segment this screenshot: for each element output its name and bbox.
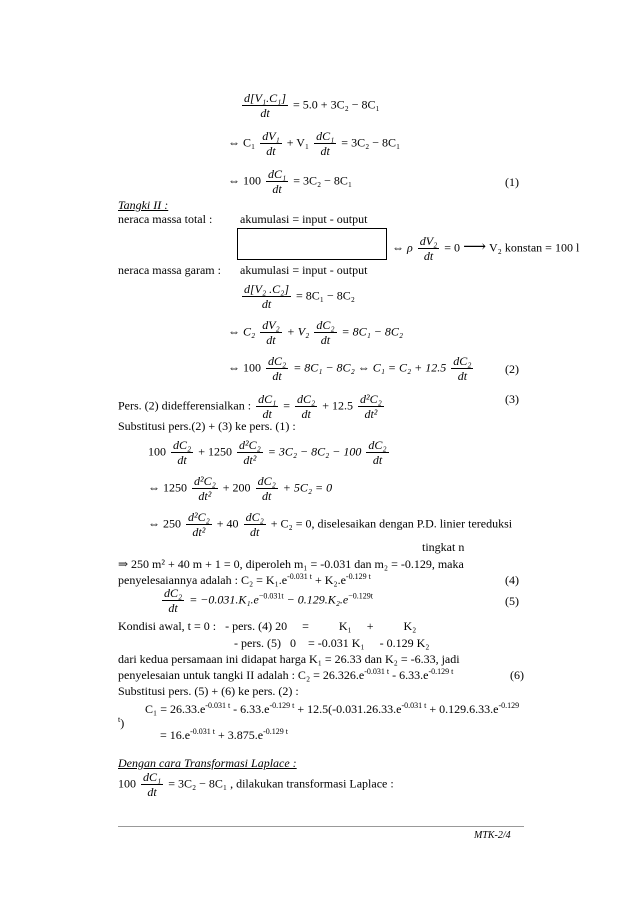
subst-a-num3: dC₂ bbox=[368, 438, 387, 452]
subst-a-den1: dt bbox=[177, 453, 187, 467]
subst-c-prefix: ⇔ 250 bbox=[148, 516, 181, 531]
k6-b: - 6.33.e bbox=[230, 702, 270, 716]
mass-total-label: neraca massa total : bbox=[118, 212, 213, 226]
eq-salt-line3-den2: dt bbox=[457, 369, 468, 383]
subst-c-num1: d²C₂ bbox=[188, 510, 210, 524]
mass-salt-text: akumulasi = input - output bbox=[240, 263, 368, 277]
eq-salt-line3-mid: = 8C₁ − 8C₂ ⇔ C₁ = C₂ + 12.5 bbox=[293, 360, 447, 375]
mass-total-text: akumulasi = input - output bbox=[240, 212, 368, 226]
eq-salt-line3-num: dC₂ bbox=[268, 354, 287, 368]
eq3-num2: dC₂ bbox=[297, 392, 316, 406]
solution-l2-exp2: -0.129 t bbox=[345, 572, 371, 581]
subst-a-num2: d²C₂ bbox=[238, 438, 261, 452]
mass-eq-rhs: = 0 bbox=[444, 240, 461, 255]
arrow-icon: ⟶ bbox=[463, 238, 486, 256]
laplace-num: dC₁ bbox=[143, 770, 162, 784]
subst-a-mid: = 3C₂ − 8C₂ − 100 bbox=[267, 444, 362, 459]
eq-salt-line1 bbox=[240, 282, 355, 311]
eq1-line3-num: dC₁ bbox=[268, 167, 287, 181]
eq-salt-line2-num1: dV₂ bbox=[262, 318, 280, 332]
eq1-line1-denominator: dt bbox=[260, 106, 270, 120]
k6-a: C₁ = 26.33.e bbox=[145, 702, 206, 716]
eq1-line3-prefix: ⇔ 100 bbox=[228, 173, 261, 188]
mass-total-equation bbox=[392, 234, 579, 263]
section-heading-tangki: Tangki II : bbox=[118, 198, 169, 212]
footer-rule bbox=[118, 826, 524, 827]
page-number: MTK-2/4 bbox=[474, 830, 511, 841]
eq-salt-line3-den: dt bbox=[272, 369, 282, 383]
solution-line1: ⇒ 250 m² + 40 m + 1 = 0, diperoleh m₁ = -0.031 dan m₂ = -0.129, maka bbox=[118, 557, 464, 571]
mass-eq-den: dt bbox=[423, 249, 434, 263]
k4-a: penyelesaian untuk tangki II adalah : C₂ = 26.326.e bbox=[118, 668, 365, 682]
eq3-num3: d²C₂ bbox=[360, 392, 382, 406]
subst-b-den2: dt bbox=[261, 489, 272, 503]
eq-number-2: (2) bbox=[505, 362, 519, 376]
eq-number-3: (3) bbox=[505, 392, 519, 406]
eq-salt-line2-den2: dt bbox=[320, 333, 331, 347]
eq1-line1-rhs: = 5.0 + 3C₂ − 8C₁ bbox=[293, 97, 380, 112]
eq3-den2: dt bbox=[301, 407, 311, 421]
eq1-line2-num2: dC₁ bbox=[316, 129, 335, 143]
eq-salt-line1-rhs: = 8C₁ − 8C₂ bbox=[296, 288, 355, 303]
k4-exp1: -0.031 t bbox=[364, 667, 390, 676]
eq-salt-line1-denominator: dt bbox=[261, 297, 272, 311]
subst-c-den2: dt bbox=[249, 525, 260, 539]
k6-c: + 12.5(-0.031.26.33.e bbox=[294, 702, 402, 716]
subst-c-num2: dC₂ bbox=[245, 510, 264, 524]
k7-a: = 16.e bbox=[160, 728, 191, 742]
eq5-rhs-b: − 0.129.K₂.e bbox=[283, 592, 349, 607]
eq1-line2-den1: dt bbox=[266, 144, 276, 158]
eq-salt-line2-den1: dt bbox=[266, 333, 276, 347]
eq1-line3-rhs: = 3C₂ − 8C₁ bbox=[293, 173, 353, 188]
eq-salt-line2-mid: + V₂ bbox=[286, 324, 310, 339]
subst-line-b bbox=[148, 474, 332, 503]
subst-b-rhs: + 5C₂ = 0 bbox=[282, 480, 333, 495]
subst-line-a bbox=[148, 438, 391, 467]
eq5-exp2: −0.129t bbox=[348, 591, 373, 601]
eq3-plus: + 12.5 bbox=[322, 398, 354, 413]
eq-salt-line1-numerator: d[V₂ .C₂] bbox=[244, 282, 290, 296]
eq3-line bbox=[118, 392, 386, 421]
eq-salt-line3-prefix: ⇔ 100 bbox=[228, 360, 261, 375]
k6-exp2: -0.129 t bbox=[269, 701, 295, 710]
eq1-line2-den2: dt bbox=[320, 144, 330, 158]
mass-eq-prefix: ⇔ ρ bbox=[392, 240, 413, 255]
subst-b-den1: dt² bbox=[198, 489, 212, 503]
solution-l2-exp1: -0.031 t bbox=[287, 572, 312, 581]
mass-eq-result: V₂ konstan = 100 l bbox=[489, 240, 580, 255]
eq3-num1: dC₁ bbox=[258, 392, 277, 406]
kondisi-line2: - pers. (5) 0 = -0.031 K₁ - 0.129 K₂ bbox=[234, 636, 430, 650]
kondisi-line1: Kondisi awal, t = 0 : - pers. (4) 20 = K₁ + K₂ bbox=[118, 619, 417, 633]
eq-salt-line3 bbox=[228, 354, 475, 383]
c1-line-cont bbox=[118, 716, 124, 730]
eq3-den3: dt² bbox=[364, 407, 378, 421]
subst-a-den2: dt² bbox=[243, 453, 257, 467]
tingkat-text: tingkat n bbox=[422, 540, 465, 554]
kondisi-line4 bbox=[118, 668, 453, 682]
eq-salt-line2-num2: dC₂ bbox=[316, 318, 335, 332]
solution-l2-a: penyelesaiannya adalah : C₂ = K₁.e bbox=[118, 573, 288, 587]
solution-l2-b: + K₂.e bbox=[311, 573, 346, 587]
subst-line-c bbox=[148, 510, 512, 539]
eq1-line1-numerator: d[V₁.C₁] bbox=[244, 91, 287, 105]
eq5-den: dt bbox=[168, 601, 178, 615]
mass-salt-label: neraca massa garam : bbox=[118, 263, 221, 277]
subst-a-num1: dC₂ bbox=[173, 438, 192, 452]
k6-d: + 0.129.6.33.e bbox=[426, 702, 499, 716]
subst-c-den1: dt² bbox=[192, 525, 206, 539]
k6-cont-sup: t bbox=[118, 715, 121, 724]
eq1-line2 bbox=[228, 129, 400, 158]
eq1-line2-num1: dV₁ bbox=[262, 129, 280, 143]
subst-c-plus: + 40 bbox=[216, 516, 239, 531]
subst-a-prefix: 100 bbox=[148, 444, 166, 459]
eq1-line3-den: dt bbox=[272, 182, 282, 196]
subst-b-plus: + 200 bbox=[222, 480, 251, 495]
eq1-line2-mid: + V₁ bbox=[286, 135, 310, 150]
laplace-heading: Dengan cara Transformasi Laplace : bbox=[118, 756, 297, 770]
eq5-num: dC₂ bbox=[164, 586, 183, 600]
subst-a-plus: + 1250 bbox=[198, 444, 232, 459]
empty-box bbox=[237, 228, 387, 260]
eq-number-6: (6) bbox=[510, 668, 524, 682]
k7-b: + 3.875.e bbox=[214, 728, 264, 742]
kondisi-line5: Substitusi pers. (5) + (6) ke pers. (2) : bbox=[118, 684, 299, 698]
eq3-den1: dt bbox=[262, 407, 272, 421]
solution-line2 bbox=[118, 573, 371, 587]
k7-exp1: -0.031 t bbox=[190, 727, 215, 736]
subst-c-rhs: + C₂ = 0, diselesaikan dengan P.D. linier tereduksi bbox=[270, 516, 513, 531]
eq5-exp1: −0.031t bbox=[258, 591, 284, 601]
eq3-eq: = bbox=[283, 398, 294, 413]
k4-b: - 6.33.e bbox=[389, 668, 429, 682]
subst-b-num2: dC₂ bbox=[257, 474, 276, 488]
c1-result bbox=[160, 728, 288, 742]
mass-eq-num: dV₂ bbox=[419, 234, 438, 248]
k6-exp4: -0.129 bbox=[498, 701, 520, 710]
subst-b-prefix: ⇔ 1250 bbox=[148, 480, 187, 495]
eq1-line2-rhs: = 3C₂ − 8C₁ bbox=[341, 135, 401, 150]
eq1-line2-prefix: ⇔ C₁ bbox=[228, 135, 256, 150]
eq1-line1 bbox=[240, 91, 380, 120]
eq-number-4: (4) bbox=[505, 573, 519, 587]
eq-salt-line2-prefix: ⇔ C₂ bbox=[228, 324, 256, 339]
eq1-line3 bbox=[228, 167, 352, 196]
k6-exp1: -0.031 t bbox=[205, 701, 231, 710]
eq-salt-line2 bbox=[228, 318, 403, 347]
eq5-rhs-a: = −0.031.K₁.e bbox=[189, 592, 259, 607]
laplace-prefix: 100 bbox=[118, 776, 136, 791]
eq5-line bbox=[160, 586, 373, 615]
laplace-rhs: = 3C₂ − 8C₁ , dilakukan transformasi Laplace : bbox=[168, 776, 394, 791]
c1-line bbox=[145, 702, 519, 716]
eq-number-1: (1) bbox=[505, 175, 519, 189]
laplace-equation bbox=[118, 770, 394, 799]
eq-number-5: (5) bbox=[505, 594, 519, 608]
eq-salt-line3-num2: dC₂ bbox=[453, 354, 472, 368]
subst-a-den3: dt bbox=[372, 453, 383, 467]
k7-exp2: -0.129 t bbox=[263, 727, 288, 736]
eq-salt-line2-rhs: = 8C₁ − 8C₂ bbox=[341, 324, 404, 339]
subst-b-num1: d²C₂ bbox=[194, 474, 216, 488]
k6-cont: ) bbox=[120, 716, 125, 730]
k4-exp2: -0.129 t bbox=[428, 667, 454, 676]
eq3-text: Pers. (2) didefferensialkan : bbox=[118, 398, 252, 413]
kondisi-line3: dari kedua persamaan ini didapat harga K₁ = 26.33 dan K₂ = -6.33, jadi bbox=[118, 652, 460, 666]
k6-exp3: -0.031 t bbox=[401, 701, 427, 710]
subst-text: Substitusi pers.(2) + (3) ke pers. (1) : bbox=[118, 419, 296, 433]
laplace-den: dt bbox=[147, 785, 157, 799]
